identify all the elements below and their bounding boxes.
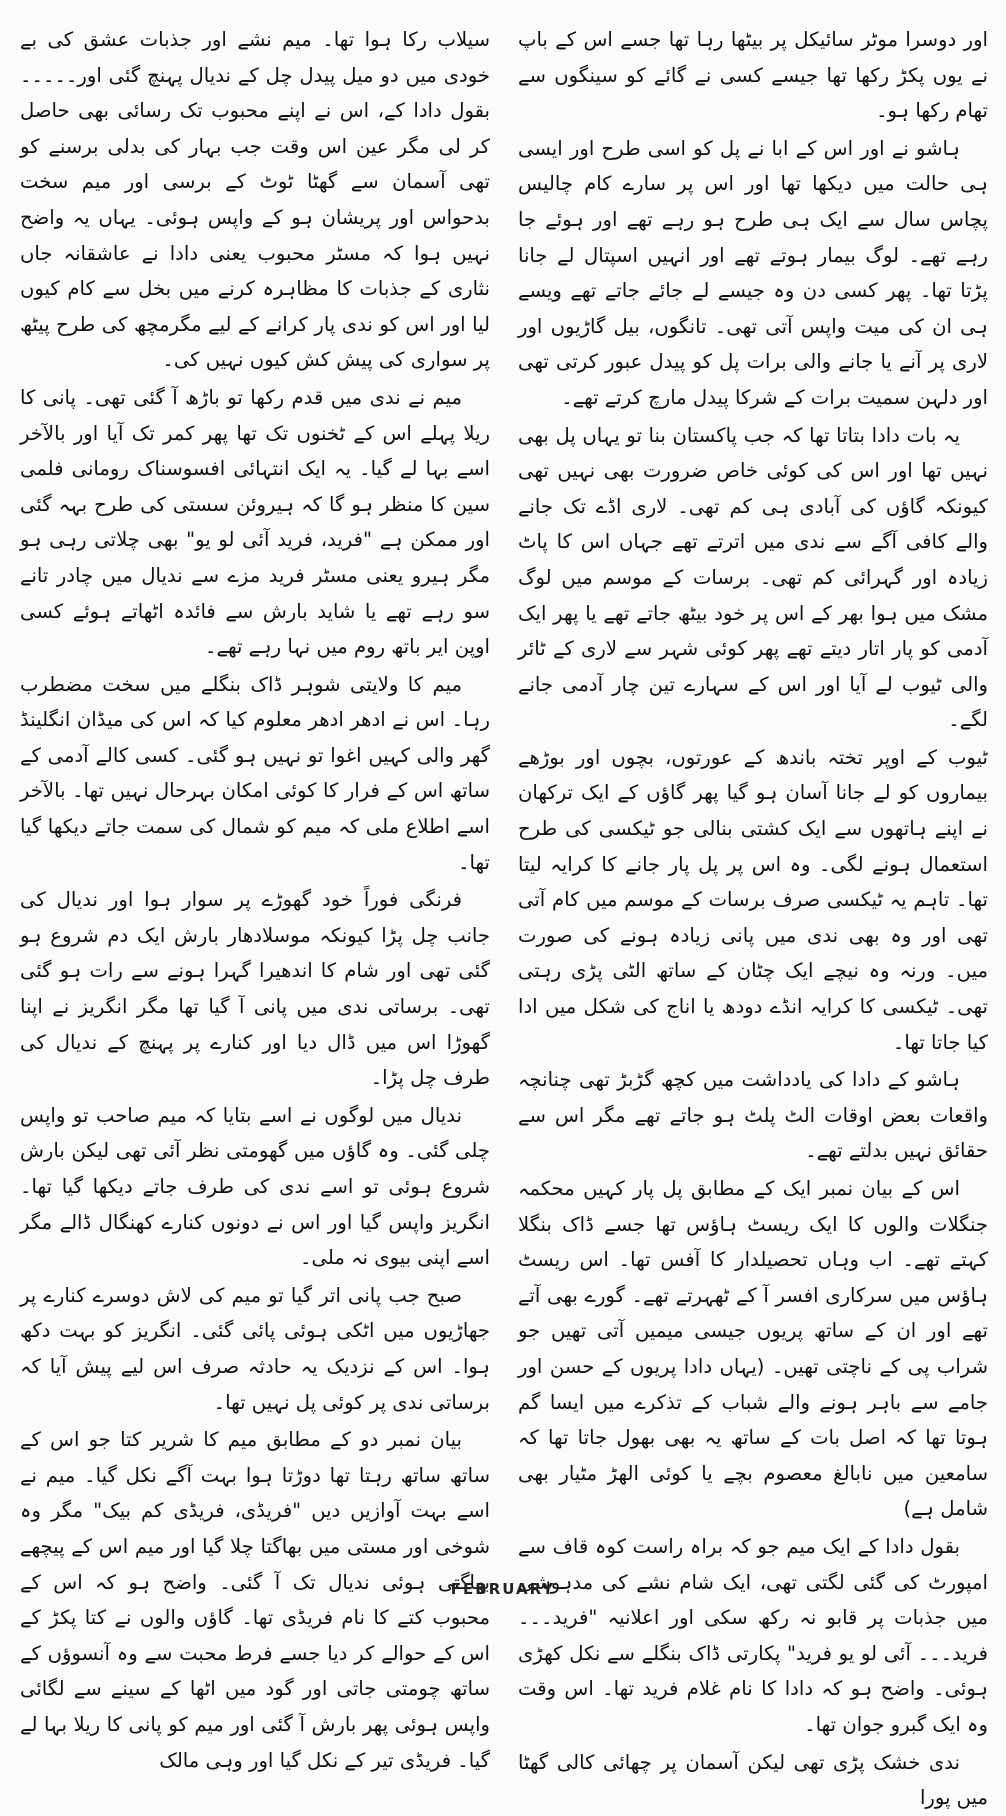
right-column <box>518 22 988 1810</box>
paragraph: ندی خشک پڑی تھی لیکن آسمان پر چھائی کالی گھٹا میں پورا <box>518 1750 988 1810</box>
paragraph: ہاشو کے دادا کی یادداشت میں کچھ گڑبڑ تھی چنانچہ واقعات بعض اوقات الٹ پلٹ ہو جاتے تھے مگر اس سے حقائق نہیں بدلتے تھے۔ <box>518 1068 988 1163</box>
paragraph: بیان نمبر دو کے مطابق میم کا شریر کتا جو اس کے ساتھ ساتھ رہتا تھا دوڑتا ہوا بہت آگے نکل گیا۔ میم نے اسے بہت آوازیں دیں "فریڈی، فریڈی کم بیک" مگر وہ شوخی اور مستی میں بھاگتا چلا گیا اور میم اس کے پیچھے بھاگتی ہوئی ندیال تک آ گئی۔ واضح ہو کہ اس کے محبوب کتے کا نام فریڈی تھا۔ گاؤں والوں نے کتا پکڑ کے اس کے حوالے کر دیا جسے فرط محبت سے وہ آنسوؤں کے ساتھ چومتی جاتی اور گود میں اٹھا کے سینے سے لگائی واپس ہوئی پھر بارش آ گئی اور میم کو پانی کا ریلا بہا لے گیا۔ فریڈی تیر کے نکل گیا اور وہی مالک <box>20 1428 490 1772</box>
left-column <box>20 22 490 1772</box>
paragraph: ہاشو نے اور اس کے ابا نے پل کو اسی طرح اور ایسی ہی حالت میں دیکھا تھا اور اس پر سارے کام چالیس پچاس سال سے ایک ہی طرح ہو رہے تھے اور ہوئے جا رہے تھے۔ لوگ بیمار ہوتے تھے اور انہیں اسپتال لے جانا پڑتا تھا۔ پھر کسی دن وہ جیسے لے جائے جاتے تھے ویسے ہی ان کی میت واپس آتی تھی۔ تانگوں، بیل گاڑیوں اور لاری پر آنے یا جانے والی برات پل کو پیدل عبور کرتی تھی اور دلہن سمیت برات کے شرکا پیدل مارچ کرتے تھے۔ <box>518 136 988 409</box>
page-footer: FEBRUARY <box>450 1580 556 1598</box>
paragraph: فرنگی فوراً خود گھوڑے پر سوار ہوا اور ندیال کی جانب چل پڑا کیونکہ موسلادھار بارش ایک دم شروع ہو گئی تھی اور شام کا اندھیرا گہرا ہونے سے رات ہو گئی تھی۔ برساتی ندی میں پانی آ گیا تھا مگر انگریز نے اپنا گھوڑا اس میں ڈال دیا اور کنارے پر پہنچ کے ندیال کی طرف چل پڑا۔ <box>20 888 490 1090</box>
paragraph: یہ بات دادا بتاتا تھا کہ جب پاکستان بنا تو یہاں پل بھی نہیں تھا اور اس کی کوئی خاص ضرورت بھی نہیں تھی کیونکہ گاؤں کی آبادی ہی کم تھی۔ لاری اڈے تک جانے والے کافی آگے سے ندی میں اترتے تھے جہاں اس کا پاٹ زیادہ اور گہرائی کم تھی۔ برسات کے موسم میں لوگ مشک میں ہوا بھر کے اس پر خود بیٹھ جاتے تھے یا پھر ایک آدمی کو پار اتار دیتے تھے پھر کوئی شہر سے لاری کے ٹائر والی ٹیوب لے آیا اور اس کے سہارے تین چار آدمی جانے لگے۔ <box>518 423 988 732</box>
paragraph: ندیال میں لوگوں نے اسے بتایا کہ میم صاحب تو واپس چلی گئی۔ وہ گاؤں میں گھومتی نظر آئی تھی لیکن بارش شروع ہوئی تو اسے ندی کی طرف جاتے دیکھا گیا تھا۔ انگریز واپس گیا اور اس نے دونوں کنارے کھنگال ڈالے مگر اسے اپنی بیوی نہ ملی۔ <box>20 1103 490 1270</box>
paragraph: بقول دادا کے ایک میم جو کہ براہ راست کوہ قاف سے امپورٹ کی گئی لگتی تھی، ایک شام نشے کی مدہوشی میں جذبات پر قابو نہ رکھ سکی اور اعلانیہ "فرید۔۔۔ فرید۔۔۔ آئی لو یو فرید" پکارتی ڈاک بنگلے سے نکل کھڑی ہوئی۔ واضح ہو کہ دادا کا نام غلام فرید تھا۔ اس وقت وہ ایک گبرو جوان تھا۔ <box>518 1534 988 1736</box>
paragraph: میم نے ندی میں قدم رکھا تو باڑھ آ گئی تھی۔ پانی کا ریلا پہلے اس کے ٹخنوں تک تھا پھر کمر تک آیا اور بالآخر اسے بہا لے گیا۔ یہ ایک انتہائی افسوسناک رومانی فلمی سین کا منظر ہو گا کہ ہیروئن سستی کی طرح بہہ گئی اور ممکن ہے "فرید، فرید آئی لو یو" بھی چلاتی رہی ہو مگر ہیرو یعنی مسٹر فرید مزے سے ندیال میں چادر تانے سو رہے تھے یا شاید بارش سے فائدہ اٹھاتے ہوئے کسی اوپن ایر باتھ روم میں نہا رہے تھے۔ <box>20 385 490 659</box>
paragraph: ٹیوب کے اوپر تختہ باندھ کے عورتوں، بچوں اور بوڑھے بیماروں کو لے جانا آسان ہو گیا پھر گاؤں کے ایک ترکھان نے اپنے ہاتھوں سے ایک کشتی بنالی جو ٹیکسی کی طرح استعمال ہونے لگی۔ وہ اس پر پل پار جانے کا کرایہ لیتا تھا۔ تاہم یہ ٹیکسی صرف برسات کے موسم میں کام آتی تھی اور وہ بھی ندی میں پانی زیادہ ہونے کی صورت میں۔ ورنہ وہ نیچے ایک چٹان کے ساتھ الٹی پڑی رہتی تھی۔ ٹیکسی کا کرایہ انڈے دودھ یا اناج کی شکل میں ادا کیا جاتا تھا۔ <box>518 745 988 1054</box>
paragraph: صبح جب پانی اتر گیا تو میم کی لاش دوسرے کنارے پر جھاڑیوں میں اٹکی ہوئی پائی گئی۔ انگریز کو بہت دکھ ہوا۔ اس کے نزدیک یہ حادثہ صرف اس لیے پیش آیا کہ برساتی ندی پر کوئی پل نہیں تھا۔ <box>20 1283 490 1414</box>
paragraph: سیلاب رکا ہوا تھا۔ میم نشے اور جذبات عشق کی بے خودی میں دو میل پیدل چل کے ندیال پہنچ گئی اور۔۔۔۔۔ بقول دادا کے، اس نے اپنے محبوب تک رسائی بھی حاصل کر لی مگر عین اس وقت جب بہار کی بدلی برسنے کو تھی آسمان سے گھٹا ٹوٹ کے برسی اور میم سخت بدحواس اور پریشان ہو کے واپس ہوئی۔ یہاں یہ واضح نہیں ہوا کہ مسٹر محبوب یعنی دادا نے عاشقانہ جاں نثاری کے جذبات کا مظاہرہ کرنے میں بخل سے کام کیوں لیا اور اس کو ندی پار کرانے کے لیے مگرمچھ کی طرح پیٹھ پر سواری کی پیش کش کیوں نہیں کی۔ <box>20 28 490 372</box>
paragraph: میم کا ولایتی شوہر ڈاک بنگلے میں سخت مضطرب رہا۔ اس نے ادھر ادھر معلوم کیا کہ اس کی میڈان انگلینڈ گھر والی کہیں اغوا تو نہیں ہو گئی۔ کسی کالے آدمی کے ساتھ اس کے فرار کا کوئی امکان بہرحال نہیں تھا۔ بالآخر اسے اطلاع ملی کہ میم کو شمال کی سمت جاتے دیکھا گیا تھا۔ <box>20 672 490 874</box>
paragraph: اور دوسرا موٹر سائیکل پر بیٹھا رہا تھا جسے اس کے باپ نے یوں پکڑ رکھا تھا جیسے کسی نے گائے کو سینگوں سے تھام رکھا ہو۔ <box>518 28 988 123</box>
paragraph: اس کے بیان نمبر ایک کے مطابق پل پار کہیں محکمہ جنگلات والوں کا ایک ریسٹ ہاؤس تھا جسے ڈاک بنگلا کہتے تھے۔ اب وہاں تحصیلدار کا آفس تھا۔ اس ریسٹ ہاؤس میں سرکاری افسر آ کے ٹھہرتے تھے۔ گورے بھی آتے تھے اور ان کے ساتھ پریوں جیسی میمیں آتی تھیں جو شراب پی کے ناچتی تھیں۔ (یہاں دادا پریوں کے حسن اور جامے سے باہر ہونے والے شباب کے تذکرے میں ایسا گم ہوتا تھا کہ اصل بات کے ساتھ یہ بھی بھول جاتا تھا کہ سامعین میں نابالغ معصوم بچے یا کوئی الھڑ مٹیار بھی شامل ہے) <box>518 1177 988 1521</box>
